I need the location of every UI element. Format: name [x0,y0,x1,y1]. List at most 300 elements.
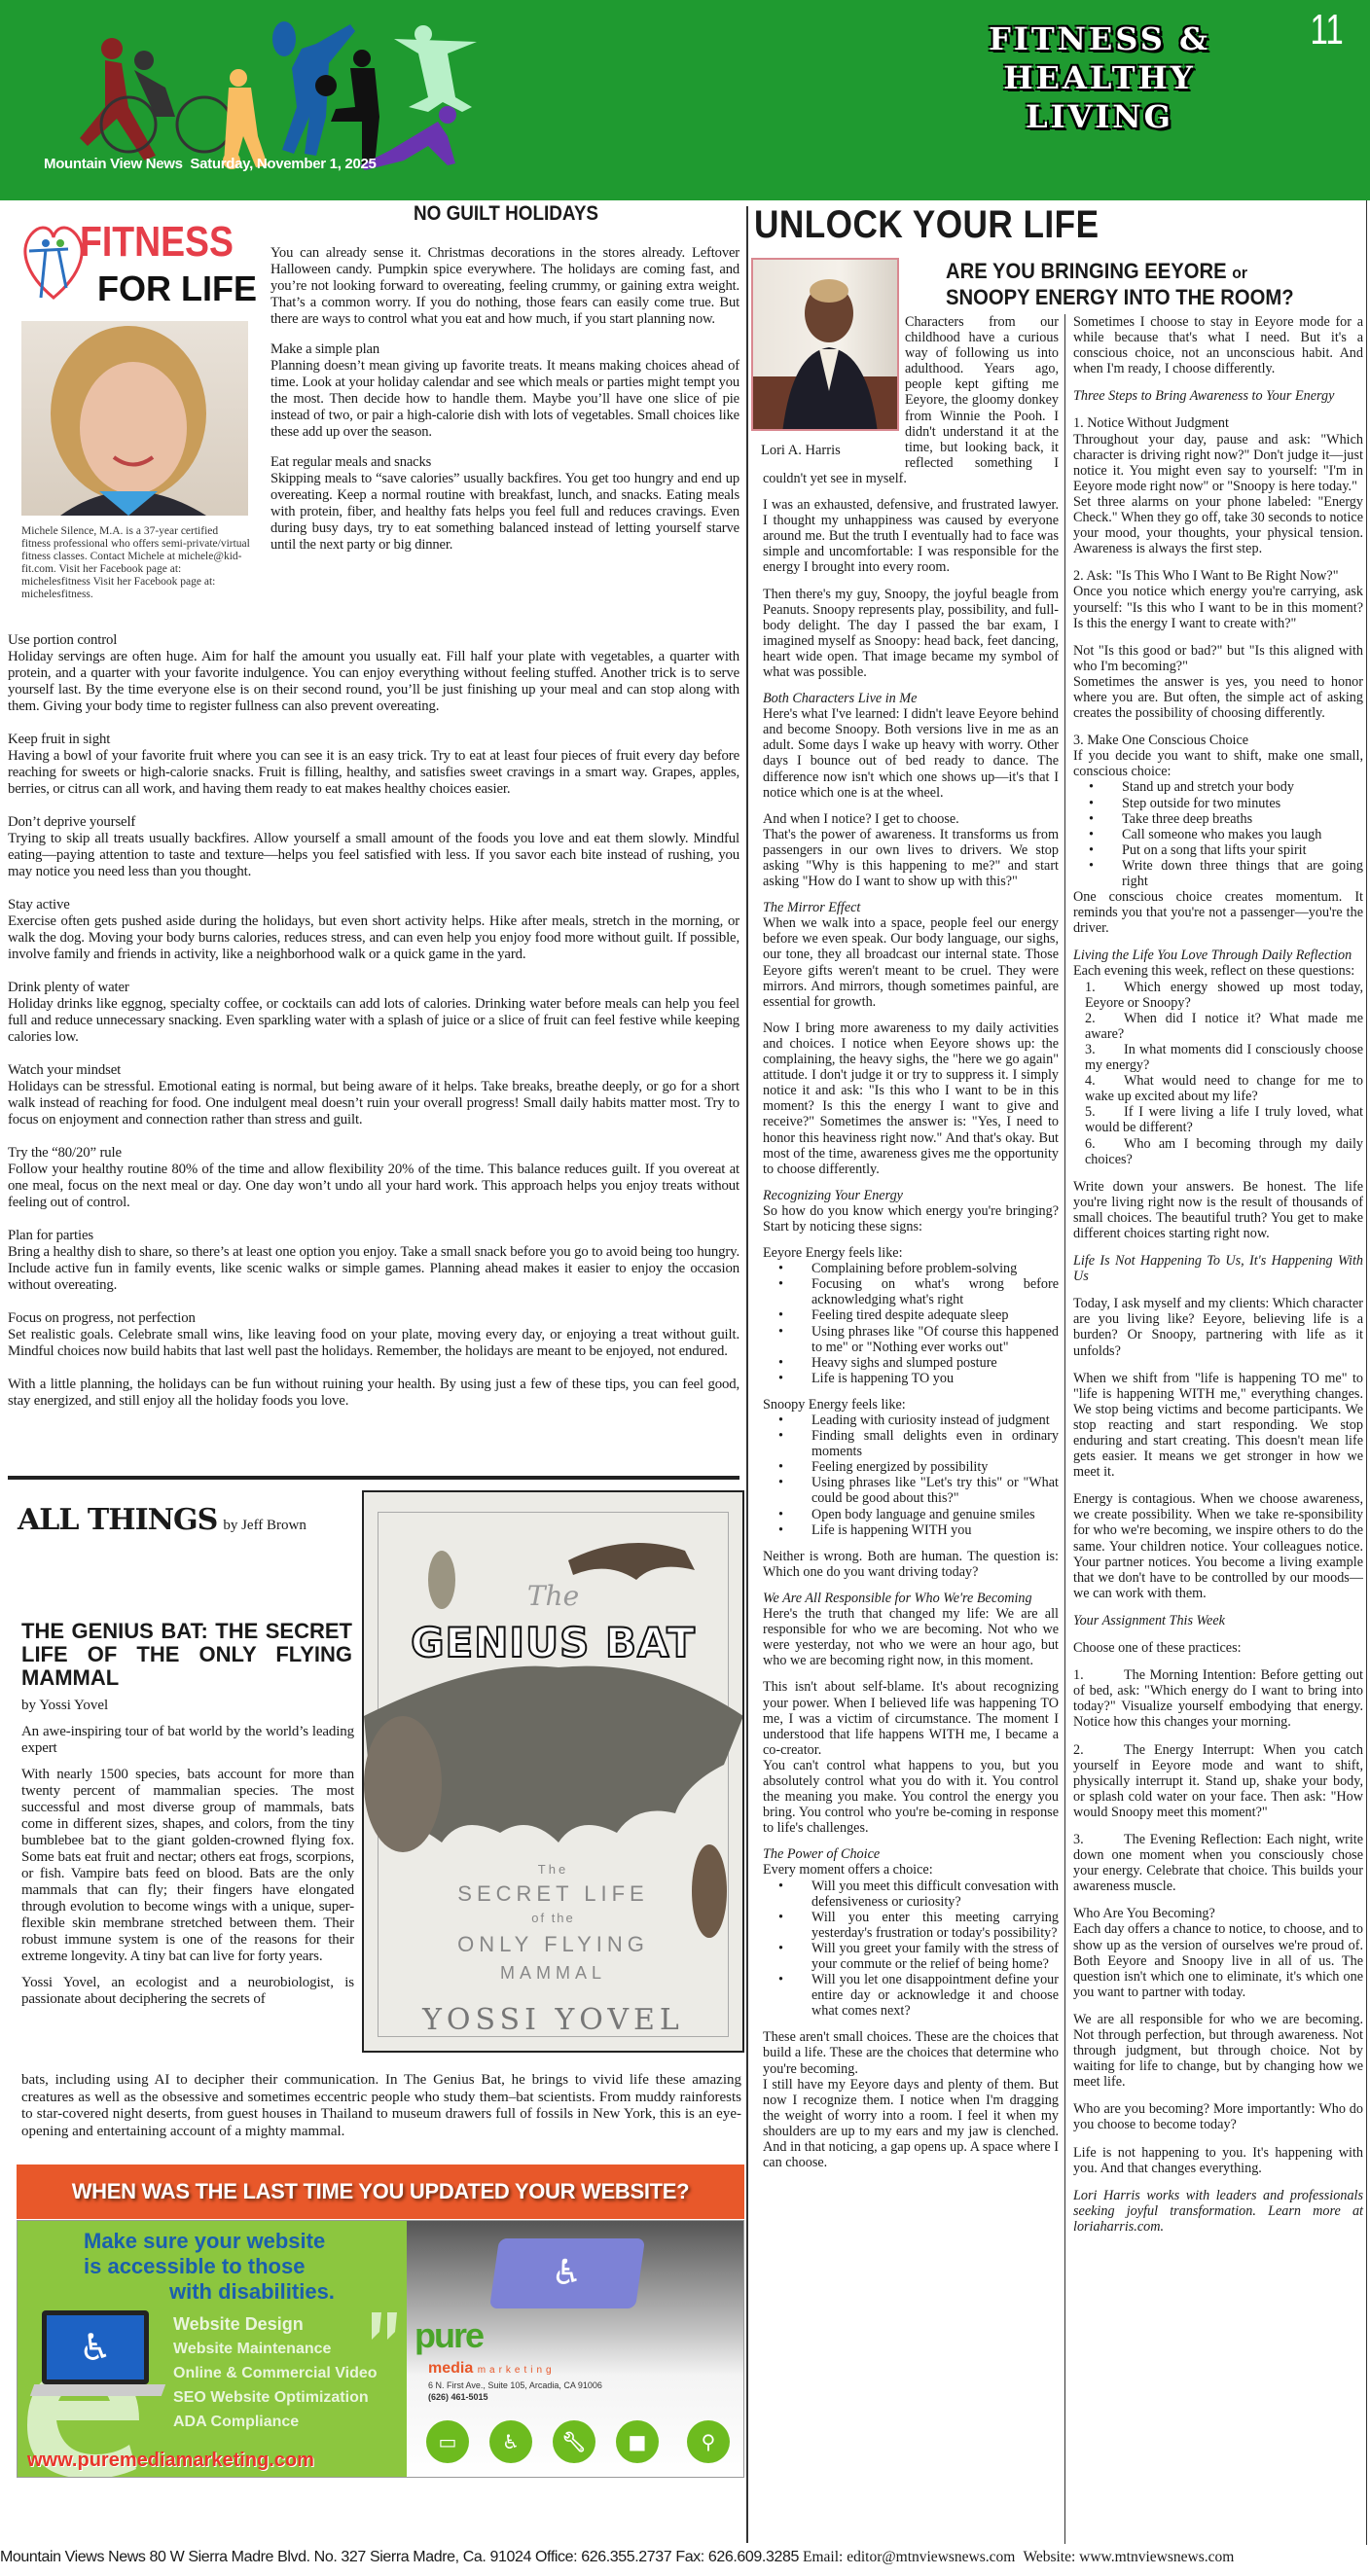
paragraph-text: Write down your answers. Be honest. The life you're living right now is the result of thousands of small choices. The beautiful truth? You get to make different choices starting right now. [1073,1178,1363,1241]
list-item [1073,842,1363,858]
text-block [1073,1667,1363,1730]
list-item [763,1324,1059,1355]
paragraph [1073,2145,1363,2176]
section-heading: Stay active [8,897,70,912]
list-item-text: When did I notice it? What made me aware? [1085,1010,1363,1042]
list-item-text: What would need to change for me to wake up excited about my life? [1085,1073,1363,1105]
column-title: UNLOCK YOUR LIFE [754,203,1100,246]
section-heading: Keep fruit in sight [8,732,111,747]
text-block [8,1228,739,1294]
text-block [763,1397,1059,1538]
pure-logo-sub [428,2359,556,2379]
service-item: Online & Commercial Video [173,2365,378,2381]
list-item-text: Focusing on what's wrong before acknowledging what's right [811,1276,1059,1308]
paragraph-text: Sometimes the answer is yes, you need to honor where you are. But often, the simple act of asking creates the possibility of choosing differently. [1073,673,1363,722]
article-body [8,632,739,1426]
ad-headline-line: is accessible to those [84,2254,306,2278]
paragraph [763,1606,1059,1668]
laptop-keyboard [30,2384,165,2396]
paragraph [8,1079,739,1128]
item-number: 1. [1073,1667,1084,1684]
text-block [21,1975,354,2008]
woman-portrait-illustration [753,260,899,431]
paragraph [1073,1742,1363,1820]
author-bio: Michele Silence, M.A. is a 37-year certified fitness professional who offers semi-private/virtual fitness classes. Contact Michele at michele@kid-fit.com. Visit her Facebook page at: michelesfitness Visit her Facebook page at: michelesfitness. [21,525,250,600]
text-block [763,497,1059,575]
bullet-list [1073,779,1363,889]
section-heading: Use portion control [8,632,118,648]
list-item [763,1355,1059,1371]
paragraph [1073,1667,1363,1730]
wrench-icon[interactable]: 🔧︎ [553,2420,595,2463]
text-block [8,897,739,963]
text-block [763,2029,1059,2170]
dateline: Mountain View News Saturday, November 1, 2025 [44,156,377,172]
paragraph [1073,2012,1363,2090]
list-item-text: Using phrases like "Let's try this" or "What could be good about this?" [811,1475,1059,1507]
list-item [1073,1073,1363,1104]
paragraph-text: Set three alarms on your phone labeled: "Energy Check." When they go off, take 30 seconds to notice your mood, your thoughts, your physical tension. Awareness is always the first step. [1073,493,1364,557]
paragraph-text: Characters from our childhood have a curious way of following us into adulthood. Years ago, people kept gifting me Eeyore, the gloomy donkey from Winnie the Pooh. I didn't understand it at the time, but looking back, it reflected something I couldn't yet see in myself. [763,314,1059,486]
section-heading: 2. Ask: "Is This Who I Want to Be Right Now?" [1073,568,1339,585]
text-block [8,814,739,880]
text-block [763,1846,1059,2019]
paragraph-text: If you decide you want to shift, make one small, conscious choice: [1073,748,1363,780]
paragraph [1073,432,1363,494]
paragraph-text: This isn't about self-blame. It's about recognizing your power. When I believed life was happening TO me, I was a victim of circumstance. The moment I understood that life happens WITH me, I became a co-creator. [763,1679,1059,1758]
paragraph [763,1549,1059,1580]
paragraph-text: Set realistic goals. Celebrate small wins, like leaving food on your plate, moving every day, or enjoying a treat without guilt. Mindful choices now build habits that last well past the holidays. Remember, the holidays are meant to be enjoyed, not endured. [8,1327,739,1359]
ad-headline-line: Make sure your website [84,2229,326,2253]
column-title: ALL THINGS [18,1503,218,1537]
paragraph [8,1377,739,1410]
ad-left-panel [18,2221,407,2478]
paragraph-text: Not "Is this good or bad?" but "Is this aligned with who I'm becoming?" [1073,642,1363,674]
text-block [1073,314,1363,376]
cover-subtitle: SECRET LIFE [457,1881,649,1906]
section-heading: Eeyore Energy feels like: [763,1245,903,1262]
list-item [763,1475,1059,1506]
text-block [8,1310,739,1360]
section-heading: Lori Harris works with leaders and professionals seeking joyful transformation. Learn more at loriaharris.com. [1073,2187,1363,2235]
footer-website[interactable]: Website: www.mtnviewsnews.com [1023,2549,1235,2565]
paragraph [1073,584,1363,630]
book-cover-image [362,1490,744,2053]
list-item [1073,796,1363,811]
list-item [1073,1104,1363,1135]
cover-subtitle: of the [531,1911,575,1925]
paragraph-text: Planning doesn’t mean giving up favorite treats. It means making choices ahead of time. Look at your holiday calendar and see which meals or parties might tempt you the most. Then decide how to handle them. Maybe you’ll have one slice of pie instead of two, or pair a high-calorie dish with lots of vegetables. Small choices like these add up over the season. [270,358,739,440]
cover-subtitle: The [537,1862,569,1877]
page-header-banner [0,0,1370,200]
section-heading: We Are All Responsible for Who We're Becoming [763,1590,1032,1606]
cover-subtitle: ONLY FLYING [457,1932,649,1956]
text-block [21,1724,354,1757]
list-item [763,1972,1059,2019]
section-heading: 3. Make One Conscious Choice [1073,733,1249,749]
text-block [8,1145,739,1211]
list-item [1073,811,1363,827]
paragraph-text: Then there's my guy, Snoopy, the joyful beagle from Peanuts. Snoopy represents play, possibility, and full-body delight. The day I passed the bar exam, I imagined myself as Snoopy: head back, feet dancing, heart wide open. That image became my symbol of what was possible. [763,586,1059,680]
text-block [1073,1613,1363,1628]
list-item-text: Put on a song that lifts your spirit [1122,841,1307,858]
paragraph [763,2077,1059,2171]
section-heading: The Mirror Effect [763,900,861,916]
list-item-text: Which energy showed up most today, Eeyore or Snoopy? [1085,979,1363,1011]
section-heading: Watch your mindset [8,1062,122,1078]
article-intro [270,245,739,567]
section-heading: Three Steps to Bring Awareness to Your Energy [1073,388,1335,405]
search-icon[interactable]: ⚲ [687,2420,730,2463]
list-item-text: Will you enter this meeting carrying yesterday's frustration or today's possibility? [811,1909,1059,1941]
text-block [8,732,739,798]
section-title: FITNESS & HEALTHY LIVING [989,20,1210,135]
paragraph [8,996,739,1046]
list-item-text: Feeling energized by possibility [811,1459,989,1476]
paragraph-text: Throughout your day, pause and ask: "Which character is driving right now?" Don't judge it—just notice it. You might even say to yourself: "I'm in Eeyore mode right now" or "Snoopy is here today." [1073,431,1363,494]
list-item [763,1507,1059,1522]
text-block [21,1767,354,1965]
author-photo [751,258,899,431]
item-number: 3. [1073,1831,1084,1847]
item-number: 2. [1085,1010,1096,1026]
text-block [1073,643,1363,721]
paragraph-text: Today, I ask myself and my clients: Which character are you living like? Eeyore, believing life is a burden? Or Snoopy, partnering with life as it unfolds? [1073,1296,1363,1359]
item-number: 6. [1085,1135,1096,1152]
paragraph [8,1244,739,1294]
list-item [1073,1042,1363,1073]
paragraph-text: The Morning Intention: Before getting out of bed, ask: "Which energy do I want to bring into today?" Visualize yourself embodying that energy. Notice how this changes your morning. [1073,1667,1363,1731]
paragraph [763,827,1059,889]
list-item [763,1941,1059,1972]
column-divider [1064,314,1065,2544]
ad-banner-headline: WHEN WAS THE LAST TIME YOU UPDATED YOUR WEBSITE? [17,2165,744,2219]
list-item [763,1878,1059,1910]
paragraph [763,706,1059,801]
list-item [763,1459,1059,1475]
text-block [1073,2188,1363,2235]
paragraph [1073,1371,1363,1481]
author-photo-block [751,258,899,462]
bullet-list [763,1413,1059,1538]
paragraph [1073,314,1363,376]
ad-headline [84,2229,335,2305]
paragraph-text: Follow your healthy routine 80% of the time and allow flexibility 20% of the time. This balance reduces guilt. If you overeat at one meal, focus on the next meal or day. One day won’t undo all your hard work. This approach helps you enjoy treats without feeling out of control. [8,1162,739,1210]
page-footer [0,2549,1370,2576]
text-block [1073,1179,1363,1241]
accessibility-key-illustration: ♿ [489,2238,645,2308]
section-heading: Don’t deprive yourself [8,814,136,830]
text-block [1073,1296,1363,1358]
woman-portrait-illustration [21,321,248,516]
paragraph-text: Exercise often gets pushed aside during the holidays, but even short activity helps. Hike after meals, stretch in the morning, or walk the dog. Moving your body burns calories, reduces stress, and can even help you enjoy food more without guilt. If possible, involve family and friends in activity, like a neighborhood walk or a quick game in the yard. [8,913,739,962]
section-heading: Living the Life You Love Through Daily Reflection [1073,948,1352,964]
text-block [1073,568,1363,630]
cover-subtitle: MAMMAL [499,1963,606,1983]
text-block [270,341,739,441]
text-block [763,1549,1059,1580]
paragraph [1073,748,1363,779]
text-block [1073,2145,1363,2176]
cover-the: The [526,1580,580,1612]
paragraph [1073,674,1363,721]
list-item-text: Will you greet your family with the stress of your commute or the relief of being home? [811,1940,1059,1972]
paragraph [1073,1179,1363,1241]
list-item-text: Who am I becoming through my daily choices? [1085,1135,1363,1167]
ad-headline-line: with disabilities. [169,2279,335,2304]
paragraph [21,1767,354,1965]
paragraph-text: The Evening Reflection: Each night, write down one moment when you consciously chose your energy. Celebrate that choice. This builds your awareness muscle. [1073,1831,1363,1895]
paragraph-text: I still have my Eeyore days and plenty of them. But now I recognize them. I notice when I'm dragging the weight of worry into a room. I feel it when my shoulders are up to my ears and my jaw is clenched. And in that noticing, a gap opens up. A space where I can choose. [763,2076,1059,2171]
text-block [1073,2012,1363,2090]
ad-website-link[interactable]: www.puremediamarketing.com [27,2450,314,2471]
paragraph [763,1679,1059,1757]
ad-phone: (626) 461-5015 [428,2392,488,2402]
section-divider [8,1476,739,1480]
wheelchair-icon: ♿ [47,2315,144,2379]
paragraph [1073,643,1363,674]
laptop-illustration [42,2310,149,2384]
headline-line: ARE YOU BRINGING EEYORE [946,259,1227,283]
paragraph [1073,494,1363,556]
list-item [763,1522,1059,1538]
service-item: SEO Website Optimization [173,2389,369,2406]
page-number: 11 [1310,6,1344,54]
paragraph [763,587,1059,681]
section-heading: Your Assignment This Week [1073,1612,1225,1628]
section-heading: And when I notice? I get to choose. [763,810,959,827]
paragraph-text: That's the power of awareness. It transforms us from passengers in our own lives to drivers. We stop asking "Why is this happening to me?" and start asking "How do I want to show up with this?" [763,826,1059,890]
text-block [270,245,739,328]
paragraph [270,358,739,441]
paragraph [763,1203,1059,1234]
paragraph [8,649,739,715]
text-block [763,1245,1059,1386]
paragraph-text: Each day offers a chance to notice, to choose, and to show up as the version of ourselves we're proud of. Both Eeyore and Snoopy live in all of us. The question isn't which one to eliminate, it's which one you want to partner with today. [1073,1921,1363,2000]
list-item [1073,858,1363,889]
paragraph-text: Each evening this week, reflect on these questions: [1073,963,1355,980]
paragraph [1073,1921,1363,1999]
article-column-1 [763,314,1059,2181]
paragraph [763,1862,1059,1878]
paragraph-text: Here's what I've learned: I didn't leave Eeyore behind and become Snoopy. Both versions live in me as an adult. Some days I wake up heavy with worry. Other days I bounce out of bed ready to dance. The difference now isn't which one shows up—it's that I notice which one is at the wheel. [763,706,1059,801]
list-item [1073,980,1363,1011]
paragraph-text: Life is not happening to you. It's happening with you. And that changes everything. [1073,2144,1363,2176]
book-author-byline: by Yossi Yovel [21,1698,109,1713]
paragraph [1073,1640,1363,1656]
text-block [1073,1640,1363,1656]
paragraph [1073,1491,1363,1601]
list-item-text: Stand up and stretch your body [1122,779,1294,796]
paragraph [270,245,739,328]
list-item-text: Step outside for two minutes [1122,795,1281,811]
list-item-text: Will you meet this difficult convesation with defensiveness or curiosity? [811,1878,1059,1910]
logo-text-for-life: FOR LIFE [97,268,257,308]
logo-marketing: marketing [477,2365,556,2376]
text-block [1073,733,1363,936]
paragraph-text: So how do you know which energy you're bringing? Start by noticing these signs: [763,1202,1059,1234]
paragraph [763,2029,1059,2076]
text-block [1073,388,1363,404]
paragraph-text: I was an exhausted, defensive, and frustrated lawyer. I thought my unhappiness was caused by everyone around me. But the truth I eventually had to face was simple and uncomfortable: I was responsible for the energy I brought into every room. [763,497,1059,576]
page-edge-rule [1366,200,1367,2545]
paragraph [763,1020,1059,1177]
section-heading: Life Is Not Happening To Us, It's Happening With Us [1073,1253,1363,1285]
text-block [763,1020,1059,1177]
column-1-text [763,314,1059,2170]
bullet-list [763,1261,1059,1386]
text-block [763,691,1059,801]
ad-right-panel [407,2221,744,2478]
text-block [1073,1906,1363,2000]
paragraph-text: Skipping meals to “save calories” usually backfires. You get too hungry and end up overeating. Keep a normal routine with breakfast, lunch, and snacks. Eating meals with protein, fiber, and healthy fats helps you feel full and reduces cravings. Even during busy days, try to eat something balanced instead of letting yourself starve until the next party or big dinner. [270,471,739,553]
paragraph-text: We are all responsible for who we are becoming. Not through perfection, but through awareness. Not through judgment, but through choice. Not by waiting for life to change, but by changing how we meet life. [1073,2011,1363,2091]
paragraph [1073,1832,1363,1894]
paragraph [763,1758,1059,1836]
list-item-text: Call someone who makes you laugh [1122,826,1322,842]
text-block [8,1377,739,1410]
paragraph-text: Holiday servings are often huge. Aim for half the amount you usually eat. Fill half your plate with vegetables, a quarter with protein, and a quarter with your favorite indulgence. You can enjoy everything without feeling stuffed. Another trick is to serve yourself last. By the time everyone else is on their second round, you’ll be just finishing up your meal and can stop along with them. Giving your body time to register fullness can also prevent overeating. [8,649,739,714]
paragraph-text: You can't control what happens to you, but you absolutely control what you do with it. You control the meaning you make. You control the energy you bring. You control who you're be-coming in response to life's challenges. [763,1757,1059,1837]
footer-address: Mountain Views News 80 W Sierra Madre Blvd. No. 327 Sierra Madre, Ca. 91024 Office: 626.355.2737 Fax: 626.609.3285 [0,2549,799,2565]
section-heading: Both Characters Live in Me [763,691,918,707]
text-block [1073,1491,1363,1601]
paragraph [8,913,739,963]
list-item-text: In what moments did I consciously choose my energy? [1085,1041,1363,1074]
article-title: NO GUILT HOLIDAYS [413,202,599,225]
text-block [763,1188,1059,1234]
book-review-continuation: bats, including using AI to decipher their communication. In The Genius Bat, he brings to vivid life these amazing creatures as well as the obsessive and sometimes eccentric people who study them–bat scientists. From muddy rainforests to star-covered night deserts, from guest houses in Thailand to museum drawers full of fossils in New York, this is an eye-opening and entertaining account of a mighty mammal. [21,2072,741,2139]
item-number: 4. [1085,1073,1096,1090]
list-item [763,1261,1059,1276]
headline-line: SNOOPY ENERGY INTO THE ROOM? [946,285,1294,309]
column-divider [746,206,748,2543]
section-heading: Recognizing Your Energy [763,1187,903,1203]
item-number: 1. [1085,979,1096,995]
paragraph-text: Bring a healthy dish to share, so there’s at least one option you enjoy. Take a small snack before you go to avoid being too hungry. Include active fun in family events, like scenic walks or simple games. Planning ahead makes it easier to enjoy the occasion without overeating. [8,1244,739,1293]
paragraph-text: Trying to skip all treats usually backfires. Allow yourself a small amount of the foods you love and eat them slowly. Mindful eating—paying attention to taste and texture—helps you feel satisfied with less. If you savor each bite instead of rushing, you may notice you need less than you thought. [8,831,739,879]
list-item-text: Life is happening TO you [811,1370,955,1386]
list-item [1073,779,1363,795]
paragraph-text: Who are you becoming? More importantly: Who do you choose to become today? [1073,2101,1363,2133]
list-item-text: Take three deep breaths [1122,810,1253,827]
text-block [8,632,739,715]
column-byline: by Jeff Brown [223,1518,306,1533]
text-block [1073,415,1363,556]
section-heading: Snoopy Energy feels like: [763,1396,906,1413]
paragraph-text: You can already sense it. Christmas decorations in the stores already. Leftover Halloween candy. Pumpkin spice everywhere. The holidays are coming fast, and you’re not looking forward to overeating, feeling crummy, or gaining extra weight. That’s a common worry. If you do nothing, those fears can easily come true. But there are ways to control what you eat and how much, if you start planning now. [270,245,739,327]
section-heading: Plan for parties [8,1228,93,1243]
video-camera-icon[interactable]: ■ [616,2420,659,2463]
logo-text-fitness: FITNESS [80,218,234,266]
list-item [763,1413,1059,1428]
list-item-text: Will you let one disappointment define your entire day or acknowledge it and choose what comes next? [811,1972,1059,2020]
paragraph-text: Here's the truth that changed my life: We are all responsible for who we are becoming. Not who we were yesterday, not who we were an hour ago, but who we are becoming right now, in this moment. [763,1606,1059,1669]
section-heading: The Power of Choice [763,1846,881,1863]
paragraph-text: Yossi Yovel, an ecologist and a neurobiologist, is passionate about deciphering the secrets of [21,1975,354,2007]
list-item [763,1428,1059,1459]
cover-author: YOSSI YOVEL [422,2003,684,2037]
paragraph-text: Once you notice which energy you're carrying, ask yourself: "Is this who I want to be in this moment? Is this the energy I want to create with?" [1073,584,1363,631]
article-column-2 [1073,314,1363,2246]
paragraph [8,1162,739,1211]
paragraph-text: Every moment offers a choice: [763,1862,933,1878]
list-item [1073,1011,1363,1042]
text-block [1073,1253,1363,1284]
text-block [1073,1832,1363,1894]
list-item-text: Finding small delights even in ordinary moments [811,1428,1059,1460]
section-heading: Try the “80/20” rule [8,1145,122,1161]
paragraph [763,915,1059,1010]
text-block [1073,2101,1363,2132]
paragraph-text: These aren't small choices. These are the choices that build a life. These are the choices that determine who you're becoming. [763,2029,1059,2077]
service-item: Website Design [173,2314,304,2334]
text-block [270,454,739,554]
list-item [763,1276,1059,1307]
paragraph-text: Energy is contagious. When we choose awareness, we create possibility. When we take re-sponsibility for who we're becoming, we inspire others to do the same. Your children notice. Your colleagues notice. Your partner notices. You become a living example that we don't have to be controlled by our moods—we can work with them. [1073,1491,1363,1601]
list-item-text: Life is happening WITH you [811,1521,972,1538]
paragraph-text: Sometimes I choose to stay in Eeyore mode for a while because that's what I need. But it's a conscious choice, not an unconscious habit. And when I'm ready, I choose differently. [1073,314,1363,377]
book-review-headline: THE GENIUS BAT: THE SECRET LIFE OF THE ONLY FLYING MAMMAL [21,1619,352,1690]
paragraph-text: The Energy Interrupt: When you catch yourself in Eeyore mode and want to shift, physically interrupt it. Stand up, shake your body, or splash cold water on your face. Then ask: "How would Snoopy meet this moment?" [1073,1741,1363,1820]
baseball-player-silhouette [394,25,477,112]
list-item [763,1307,1059,1323]
service-item: ADA Compliance [173,2414,300,2430]
column-header [18,1503,306,1537]
browser-icon[interactable]: ▭ [426,2420,469,2463]
fitness-for-life-logo [19,218,257,313]
pure-logo: pure [415,2315,484,2355]
paragraph [8,831,739,880]
item-number: 3. [1085,1041,1096,1057]
ad-address: 6 N. First Ave., Suite 105, Arcadia, CA 91006 [428,2380,602,2390]
text-block [1073,1371,1363,1481]
photo-caption: Lori A. Harris [761,443,841,458]
section-heading: Focus on progress, not perfection [8,1310,196,1326]
paragraph [1073,1296,1363,1358]
list-item-text: If I were living a life I truly loved, what would be different? [1085,1104,1363,1136]
bullet-list [1073,980,1363,1167]
text-block [763,1679,1059,1836]
footer-email[interactable]: Email: editor@mtnviewsnews.com [803,2549,1016,2565]
section-heading: Make a simple plan [270,341,379,357]
text-block [763,900,1059,1010]
text-block [763,811,1059,889]
list-item [763,1910,1059,1941]
pure-media-advertisement[interactable] [17,2220,744,2478]
headline-or: or [1232,264,1247,282]
list-item-text: Write down three things that are going right [1122,857,1363,889]
text-block [8,1062,739,1128]
accessibility-icon[interactable]: ♿ [489,2420,532,2463]
list-item-text: Using phrases like "Of course this happened to me" or "Nothing ever works out" [811,1323,1059,1355]
bullet-list [763,1878,1059,2020]
paragraph [21,1975,354,2008]
soccer-player-silhouette [223,69,268,169]
item-number: 5. [1085,1104,1096,1121]
cover-title: GENIUS BAT [411,1619,696,1666]
paragraph [270,471,739,554]
list-item [763,1371,1059,1386]
logo-media: media [428,2360,474,2377]
paragraph-text: Holidays can be stressful. Emotional eating is normal, but being aware of it helps. Take breaks, breathe deeply, or go for a short walk instead of reaching for food. One indulgent meal doesn’t ruin your overall progress! Small daily habits matter most. Try to focus on enjoyment and connection rather than stress and guilt. [8,1079,739,1127]
service-item: Website Maintenance [173,2341,332,2357]
paragraph-text: With a little planning, the holidays can be fun without ruining your health. By using just a few of these tips, you can feel good, stay energized, and still enjoy all the holiday foods you love. [8,1377,739,1409]
list-item-text: Heavy sighs and slumped posture [811,1354,997,1371]
section-heading: Eat regular meals and snacks [270,454,432,470]
paragraph [1073,2101,1363,2132]
section-heading: Who Are You Becoming? [1073,1906,1215,1922]
